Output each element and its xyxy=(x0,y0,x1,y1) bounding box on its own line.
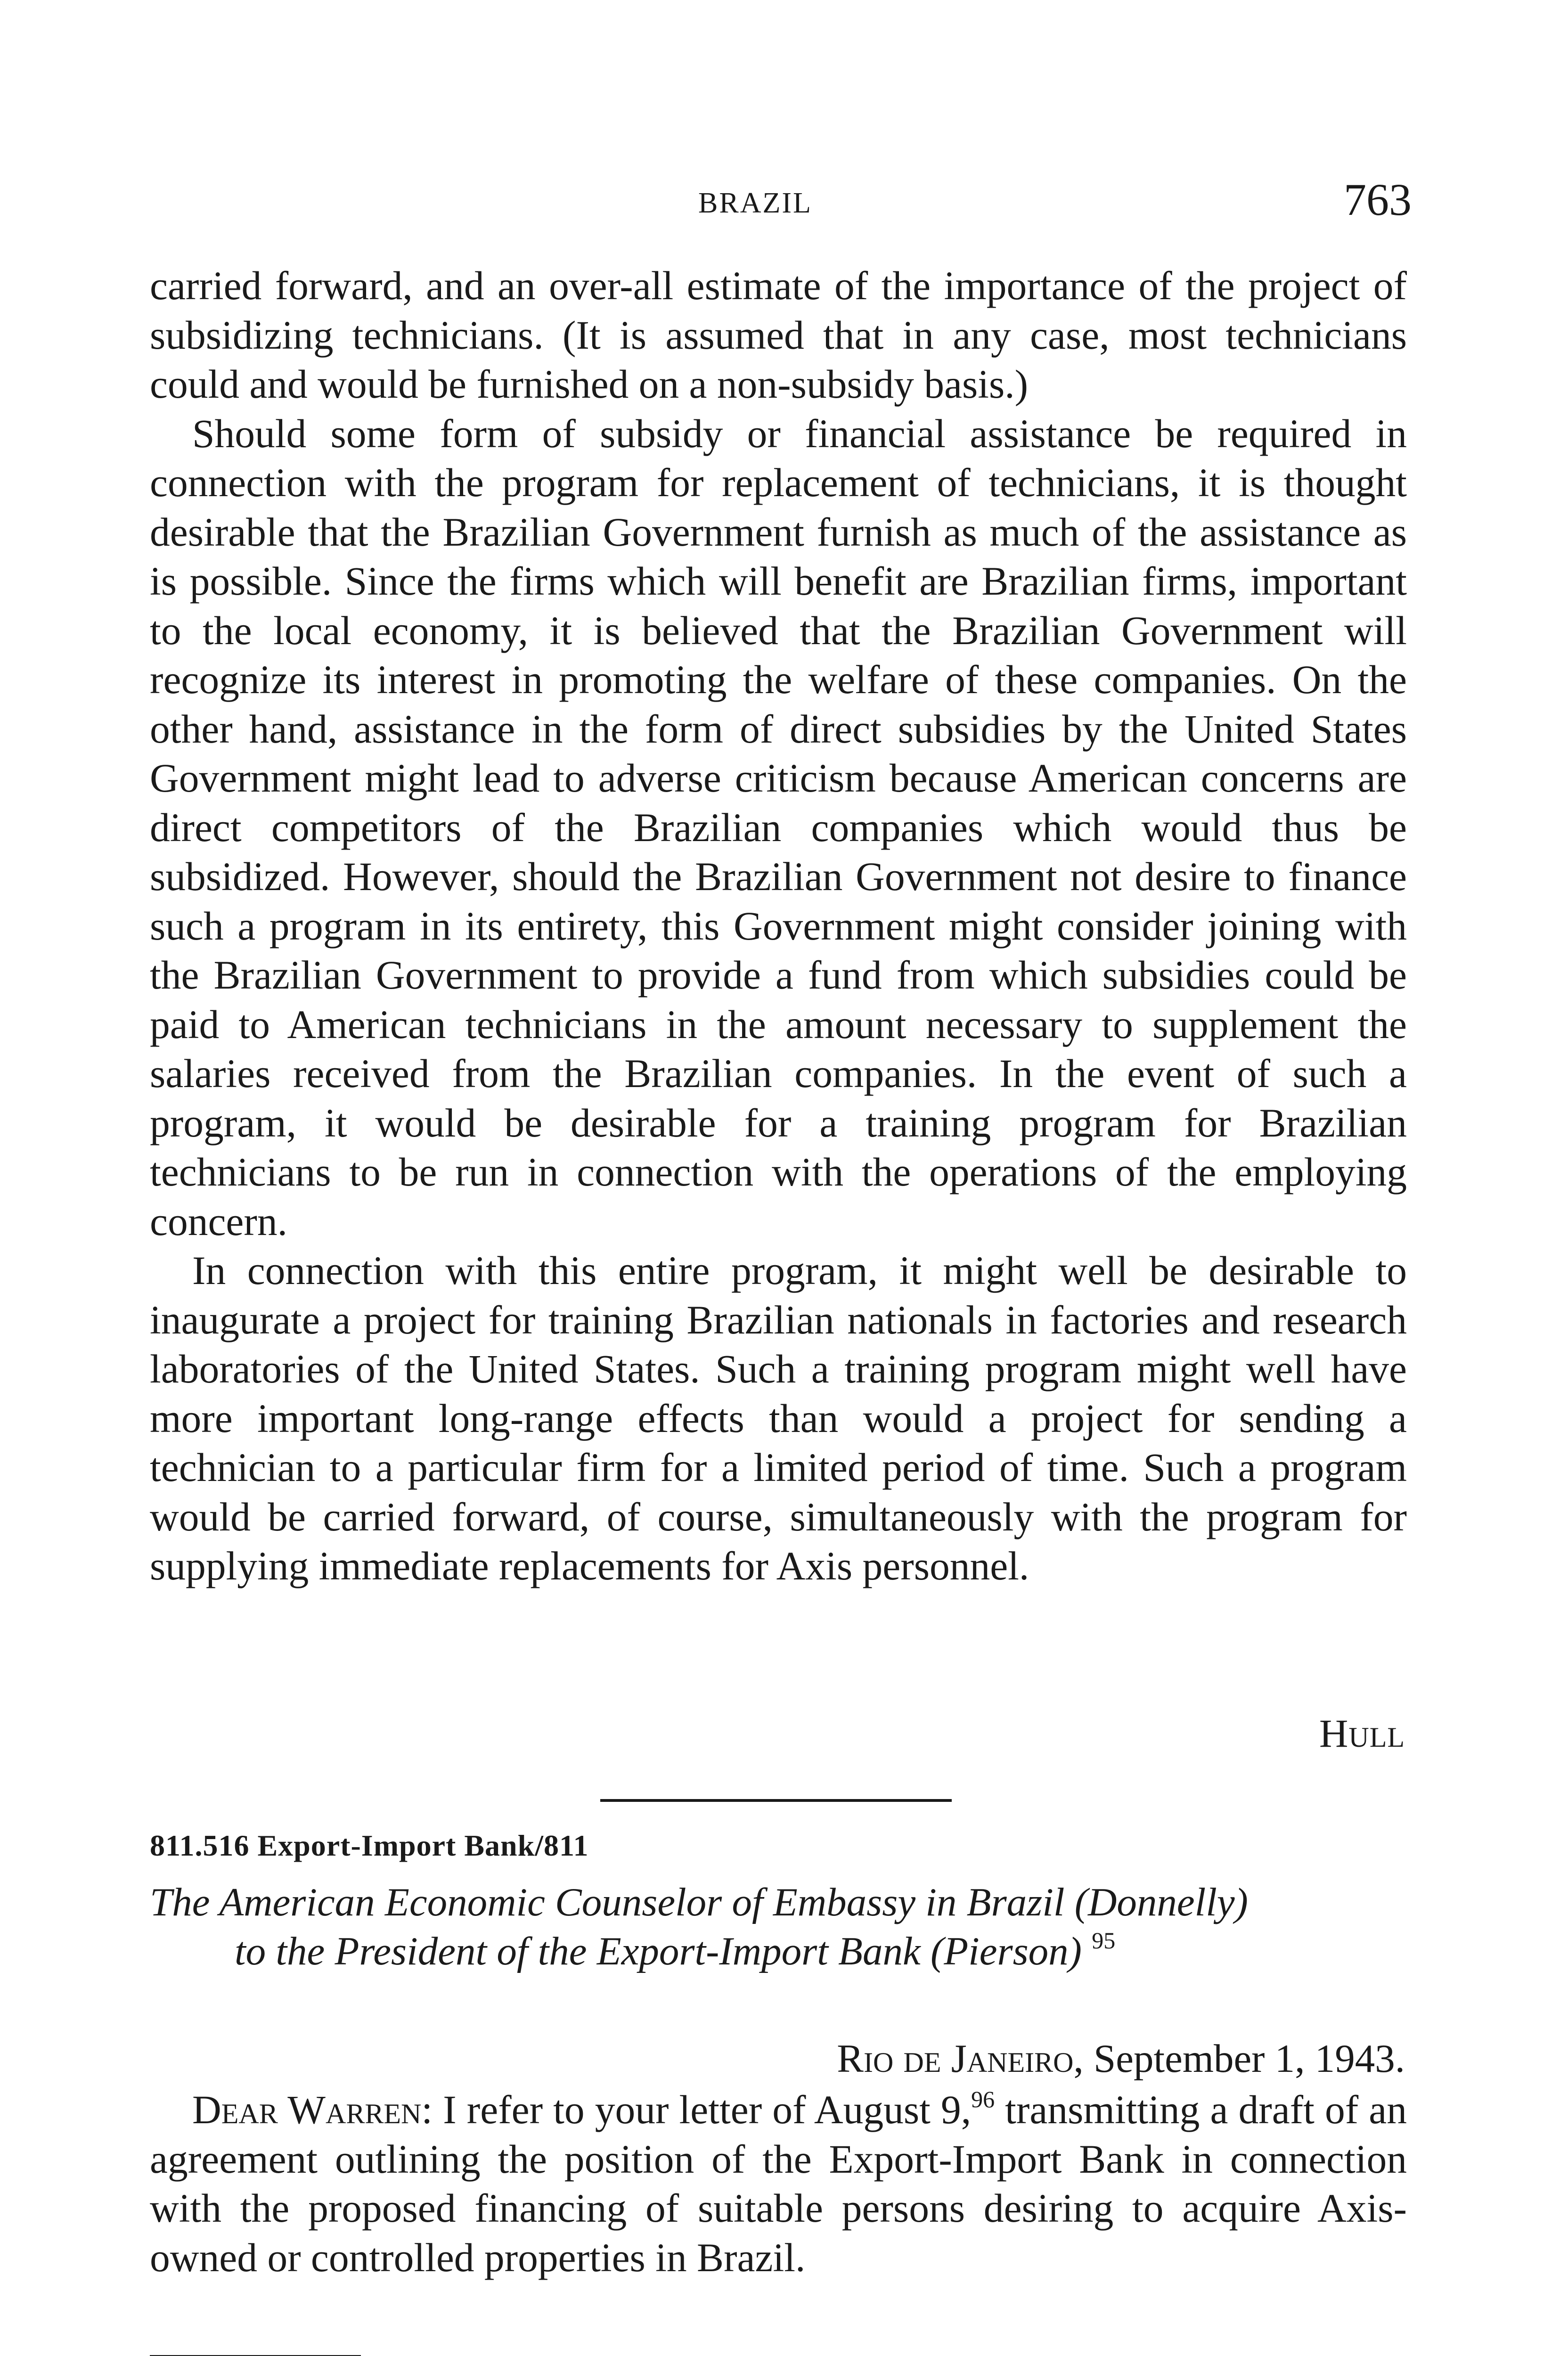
letter-paragraph xyxy=(150,2086,1407,2282)
dateline xyxy=(837,2036,1405,2082)
file-reference: 811.516 Export-Import Bank/811 xyxy=(150,1829,589,1862)
running-head: BRAZIL xyxy=(698,187,812,219)
letter-body xyxy=(150,2086,1407,2282)
footnote-ref-96: 96 xyxy=(971,2086,995,2112)
heading-line-2-text: to the President of the Export-Import Bank (Pierson) xyxy=(235,1929,1082,1973)
paragraph-continued: carried forward, and an over-all estimate of the importance of the project of subsidizing technicians. (It is assumed that in any case, most technicians could and would be furnished on a non-subsidy basis.) xyxy=(150,264,1407,407)
letter-text-a: I refer to your letter of August 9, xyxy=(443,2088,972,2132)
heading-line-2 xyxy=(150,1927,1407,1976)
dateline-place: Rio de Janeiro, xyxy=(837,2037,1084,2081)
heading-line-1: The American Economic Counselor of Embassy in Brazil (Donnelly) xyxy=(150,1880,1248,1924)
page-number: 763 xyxy=(1344,174,1412,225)
salutation: Dear Warren: xyxy=(192,2088,433,2132)
signature: Hull xyxy=(1319,1711,1405,1756)
body-text xyxy=(150,262,1407,1591)
section-divider xyxy=(600,1799,952,1802)
document-heading xyxy=(150,1878,1407,1976)
paragraph: Should some form of subsidy or financial assistance be required in connection with the program for replacement of technicians, it is thought desirable that the Brazilian Government furnish as much of the assistance as is possible. Since the firms which will benefit are Brazilian firms, important to the local economy, it is believed that the Brazilian Government will recognize its interest in promoting the welfare of these companies. On the other hand, assistance in the form of direct subsidies by the United States Government might lead to adverse criticism because American concerns are direct competitors of the Brazilian companies which would thus be subsidized. However, should the Brazilian Government not desire to finance such a program in its entirety, this Government might consider joining with the Brazilian Government to provide a fund from which subsidies could be paid to American technicians in the amount necessary to supplement the salaries received from the Brazilian companies. In the event of such a program, it would be desirable for a training program for Brazilian technicians to be run in connection with the operations of the employing concern. xyxy=(150,411,1407,1244)
footnote-ref-95: 95 xyxy=(1092,1927,1116,1954)
letter-text-b: transmitting a draft of an agreement outlining the position of the Export-Import Bank in connection with the proposed financing of suitable persons desiring to acquire Axis-owned or controlled properties in Brazil. xyxy=(150,2088,1407,2280)
paragraph: In connection with this entire program, it might well be desirable to inaugurate a project for training Brazilian nationals in factories and research laboratories of the United States. Such a training program might well have more important long-range effects than would a project for sending a technician to a particular firm for a limited period of time. Such a program would be carried forward, of course, simultaneously with the program for supplying immediate replacements for Axis personnel. xyxy=(150,1249,1407,1588)
dateline-date: September 1, 1943. xyxy=(1094,2037,1405,2081)
